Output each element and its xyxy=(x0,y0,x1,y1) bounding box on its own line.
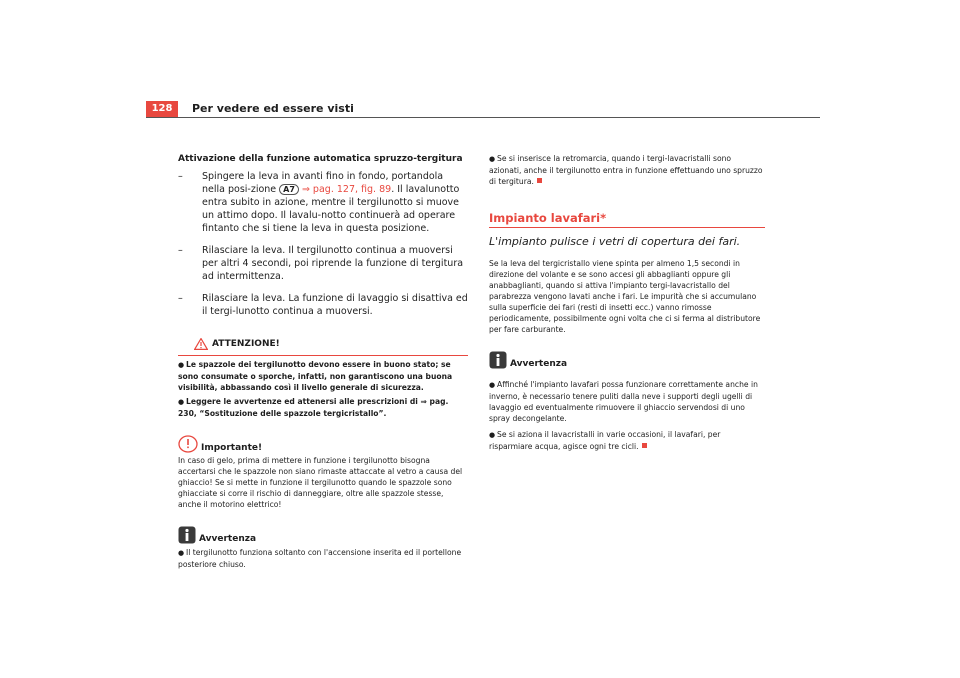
section-end-marker xyxy=(537,178,542,183)
warning-title: ATTENZIONE! xyxy=(212,339,280,349)
step-dash: – xyxy=(178,171,183,182)
important-text: In caso di gelo, prima di mettere in funzione i tergilunotto bisogna accertarsi che le spazzole non siano rimaste attaccate al vetro a causa del ghiaccio! Se si mette in funzione il tergilunotto quando le spazzole sono ghiacciate si corre il rischio di danneggiare, oltre alle spazzole stesse, anche il motorino elettrico! xyxy=(178,456,463,509)
bullet-icon: ● xyxy=(178,549,185,557)
left-column xyxy=(178,153,468,570)
important-block xyxy=(178,433,468,510)
note-item-text: Se si aziona il lavacristalli in varie occasioni, il lavafari, per risparmiare acqua, agisce ogni tre cicli. xyxy=(489,430,721,451)
exclamation-icon xyxy=(178,435,198,453)
header-divider xyxy=(146,117,820,118)
note-item xyxy=(178,547,468,570)
section-heading: Attivazione della funzione automatica spruzzo-tergitura xyxy=(178,154,463,164)
note-item-text: Affinché l'impianto lavafari possa funzionare correttamente anche in inverno, è necessario tenere puliti dalla neve i supporti degli ugelli di lavaggio ed eventualmente rimuovere il ghiaccio servendosi di uno spray decongelante. xyxy=(489,380,758,423)
instruction-step xyxy=(178,170,468,235)
warning-item xyxy=(178,359,468,393)
note-item-text: Il tergilunotto funziona soltanto con l'accensione inserita ed il portellone posteriore chiuso. xyxy=(178,548,462,569)
note-title: Avvertenza xyxy=(510,359,568,369)
note-block xyxy=(489,349,765,452)
note-title: Avvertenza xyxy=(199,534,257,544)
step-text-continued: . Il lavalunotto entra subito in azione, mentre il tergilunotto si muove un attimo dopo. Il lavalu-notto continuerà ad operare fintanto che si tiene la leva in questa posizione. xyxy=(202,184,460,234)
right-column xyxy=(489,153,765,452)
step-text: Rilasciare la leva. La funzione di lavaggio si disattiva ed il tergi-lunotto continua a muoversi. xyxy=(202,293,468,317)
note-block xyxy=(178,524,468,570)
bullet-icon: ● xyxy=(489,155,496,163)
section-subtitle: L'impianto pulisce i vetri di copertura dei fari. xyxy=(489,235,741,248)
bullet-item-text: Se si inserisce la retromarcia, quando i tergi-lavacristalli sono azionati, anche il tergilunotto entra in funzione effettuando uno spruzzo di tergitura. xyxy=(489,154,763,186)
cross-reference-link[interactable]: ⇒ pag. 127, fig. 89 xyxy=(298,184,392,195)
warning-box xyxy=(178,336,468,419)
warning-triangle-icon xyxy=(194,338,208,350)
instruction-step xyxy=(178,244,468,283)
note-item xyxy=(489,379,765,424)
bullet-icon: ● xyxy=(489,431,496,439)
instruction-step xyxy=(178,292,468,318)
bullet-icon: ● xyxy=(178,398,185,406)
section-title: Impianto lavafari* xyxy=(489,211,607,225)
section-paragraph: Se la leva del tergicristallo viene spinta per almeno 1,5 secondi in direzione del volante e se sono accesi gli abbaglianti oppure gli anabbaglianti, quando si attiva l'impianto tergi-lavacristallo del parabrezza vengono lavati anche i fari. Le impurità che si accumulano sulla superficie dei fari (resti di insetti ecc.) vanno rimosse periodicamente, possibilmente ogni volta che ci si ferma al distributore per fare carburante. xyxy=(489,259,761,334)
page-number: 128 xyxy=(146,101,178,117)
step-dash: – xyxy=(178,293,183,304)
warning-item-text: Le spazzole dei tergilunotto devono essere in buono stato; se sono consumate o sporche, infatti, non garantiscono una buona visibilità, abbassando così il livello generale di sicurezza. xyxy=(178,360,453,392)
step-text: Spingere la leva in avanti fino in fondo, portandola nella posi-zione xyxy=(202,171,444,195)
bullet-icon: ● xyxy=(178,361,185,369)
warning-divider xyxy=(178,355,468,356)
position-badge: A7 xyxy=(279,184,299,195)
step-dash: – xyxy=(178,245,183,256)
note-item xyxy=(489,429,765,452)
bullet-item xyxy=(489,153,765,187)
section-end-marker xyxy=(642,443,647,448)
warning-item-text: Leggere le avvertenze ed attenersi alle prescrizioni di ⇒ pag. 230, “Sostituzione delle spazzole tergicristallo”. xyxy=(178,397,449,418)
info-note-icon xyxy=(489,351,507,369)
important-title: Importante! xyxy=(201,443,263,453)
section-title-divider xyxy=(489,227,765,228)
info-note-icon xyxy=(178,526,196,544)
step-text: Rilasciare la leva. Il tergilunotto continua a muoversi per altri 4 secondi, poi riprende la funzione di tergitura ad intermittenza. xyxy=(202,245,464,282)
page-header-title: Per vedere ed essere visti xyxy=(192,102,354,115)
warning-item xyxy=(178,396,468,419)
bullet-icon: ● xyxy=(489,381,496,389)
